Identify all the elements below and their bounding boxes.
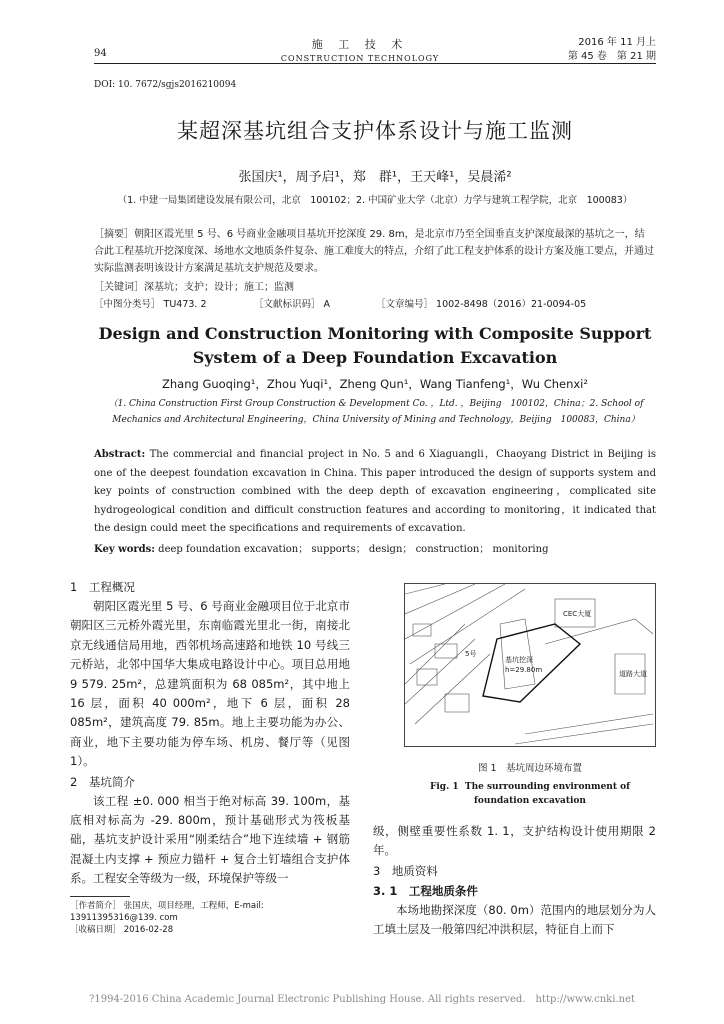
- section-2-title: 2 基坑简介: [70, 774, 135, 789]
- keywords-en-label: Key words:: [94, 544, 155, 555]
- section-1-text: 朝阳区霞光里 5 号、6 号商业金融项目位于北京市朝阳区三元桥外霞光里，东南临霞光里北一街，南接北京无线通信局用地，西邻机场高速路和地铁 10 号线三元桥站，北邻中国华大集成电路设计中心。项目总用地 9 579. 25m²，总建筑面积为 68 085m²，其中地上 16 层，面积 40 000m²，地下 6 层，面积 28 085m²，建筑高度 79. 85m。地上主要功能为办公、商业，地下主要功能为停车场、机房、餐厅等（见图 1）。: [70, 599, 350, 769]
- building-grid-lines: [405, 624, 490, 724]
- keywords-cn-text: 深基坑；支护；设计；施工；监测: [144, 282, 294, 293]
- figure-caption-en-text: The surrounding environment of foundation excavation: [464, 782, 631, 806]
- figure-caption-en-label: Fig. 1: [429, 782, 459, 792]
- abstract-en-text: The commercial and financial project in No. 5 and 6 Xiaguangli，Chaoyang District in Beijing is one of the deepest foundation excavation in China. This paper introduced the design of supports system and key points of construction combined with the deep depth of excavation engineering，complicated site hydrogeological condition and difficult construction features and according to monitoring，it indicated that the design could meet the specifications and requirements of excavation.: [94, 449, 656, 534]
- section-3-title: 3 地质资料: [373, 863, 438, 878]
- affiliation-en: （1. China Construction First Group Construction & Development Co. ，Ltd. ，Beijing 100102，China；2. School of Mechanics and Architectural Engineering，China University of Mining and Technology，Beijing 100083，China）: [108, 399, 644, 425]
- copyright-watermark: ?1994-2016 China Academic Journal Electronic Publishing House. All rights reserved. http://www.cnki.net: [88, 994, 635, 1005]
- section-2-continuation: 级，侧壁重要性系数 1. 1，支护结构设计使用期限 2 年。: [373, 824, 656, 858]
- keywords-cn-label: ［关键词］: [94, 282, 144, 293]
- authors-cn: 张国庆¹，周予启¹，郑 群¹，王天峰¹，吴晨浠²: [238, 170, 512, 185]
- section-2-text: 该工程 ±0. 000 相当于绝对标高 39. 100m，基底相对标高为 -29. 800m，预计基础形式为筏板基础，基坑支护设计采用“刚柔结合”地下连续墙 + 钢筋混凝土内支撑 + 预应力锚杆 + 复合土钉墙组合支护体系。工程安全等级为一级，环境保护等级一: [70, 793, 350, 886]
- road-label: 道路大道: [619, 670, 647, 678]
- journal-header: [260, 36, 460, 63]
- abstract-cn-label: ［摘要］: [94, 229, 134, 240]
- received-date: ［收稿日期］ 2016-02-28: [70, 925, 174, 935]
- document-code: ［文献标识码］ A: [254, 299, 331, 310]
- doi: DOI: 10. 7672/sgjs2016210094: [94, 80, 237, 90]
- south-road: [515, 714, 653, 744]
- site-plan-drawing: [405, 584, 655, 746]
- authors-en: Zhang Guoqing¹，Zhou Yuqi¹，Zheng Qun¹，Wang Tianfeng¹，Wu Chenxi²: [161, 377, 588, 391]
- abstract-en-label: Abstract:: [94, 449, 146, 460]
- building-block: [413, 624, 431, 636]
- author-bio: ［作者简介］ 张国庆，项目经理，工程师，E-mail: 13911395316@139. com: [70, 901, 264, 923]
- keywords-en-text: deep foundation excavation； supports； design； construction； monitoring: [155, 544, 549, 555]
- road-edge: [545, 619, 653, 644]
- body-left-column: [70, 577, 350, 889]
- abstract-cn-text: 朝阳区霞光里 5 号、6 号商业金融项目基坑开挖深度 29. 8m，是北京市乃至全国垂直支护深度最深的基坑之一，结合此工程基坑开挖深度深、场地水文地质条件复杂、施工难度大的特点，介绍了此工程支护体系的设计方案及施工要点，并通过实际监测表明该设计方案满足基坑支护规范及要求。: [94, 229, 654, 274]
- volume-issue: 第 45 卷 第 21 期: [567, 51, 656, 62]
- journal-name-en: CONSTRUCTION TECHNOLOGY: [280, 54, 440, 63]
- body-right-column: [373, 822, 656, 940]
- abstract-en: [94, 446, 656, 539]
- header-rule: [94, 63, 656, 64]
- keywords-en: [94, 540, 548, 555]
- pit-depth-label: h=29.80m: [505, 666, 543, 674]
- keywords-cn: [94, 278, 294, 293]
- affiliation-cn: （1. 中建一局集团建设发展有限公司，北京 100102；2. 中国矿业大学（北京）力学与建筑工程学院，北京 100083）: [117, 195, 633, 206]
- clc-number: ［中图分类号］ TU473. 2: [94, 299, 207, 310]
- pit-label: 基坑挖深: [505, 656, 533, 664]
- site-plan-figure: [404, 583, 656, 747]
- building-block: [445, 694, 469, 712]
- issue-info: [568, 36, 656, 64]
- title-en: Design and Construction Monitoring with Composite Support System of a Deep Foundation Excavation: [98, 324, 652, 367]
- section-1-title: 1 工程概况: [70, 580, 135, 594]
- section-3-1-text: 本场地勘探深度（80. 0m）范围内的地层划分为人工填土层及一般第四纪冲洪积层，特征自上而下: [373, 902, 656, 937]
- page-number: 94: [94, 48, 107, 59]
- article-number: ［文章编号］ 1002-8498（2016）21-0094-05: [376, 299, 587, 310]
- building-5-label: 5号: [465, 650, 477, 658]
- footnote: [70, 900, 350, 936]
- title-cn: 某超深基坑组合支护体系设计与施工监测: [177, 119, 573, 143]
- issue-date: 2016 年 11 月上: [578, 37, 656, 48]
- west-structure: [500, 619, 535, 689]
- journal-name-cn: 施 工 技 术: [311, 38, 409, 51]
- abstract-cn: [94, 226, 654, 277]
- footnote-rule: [70, 896, 130, 897]
- figure-caption-en: [404, 780, 656, 808]
- section-3-1-title: 3. 1 工程地质条件: [373, 883, 478, 898]
- figure-caption-cn: 图 1 基坑周边环境布置: [477, 763, 583, 774]
- cec-label: CEC大厦: [563, 610, 592, 618]
